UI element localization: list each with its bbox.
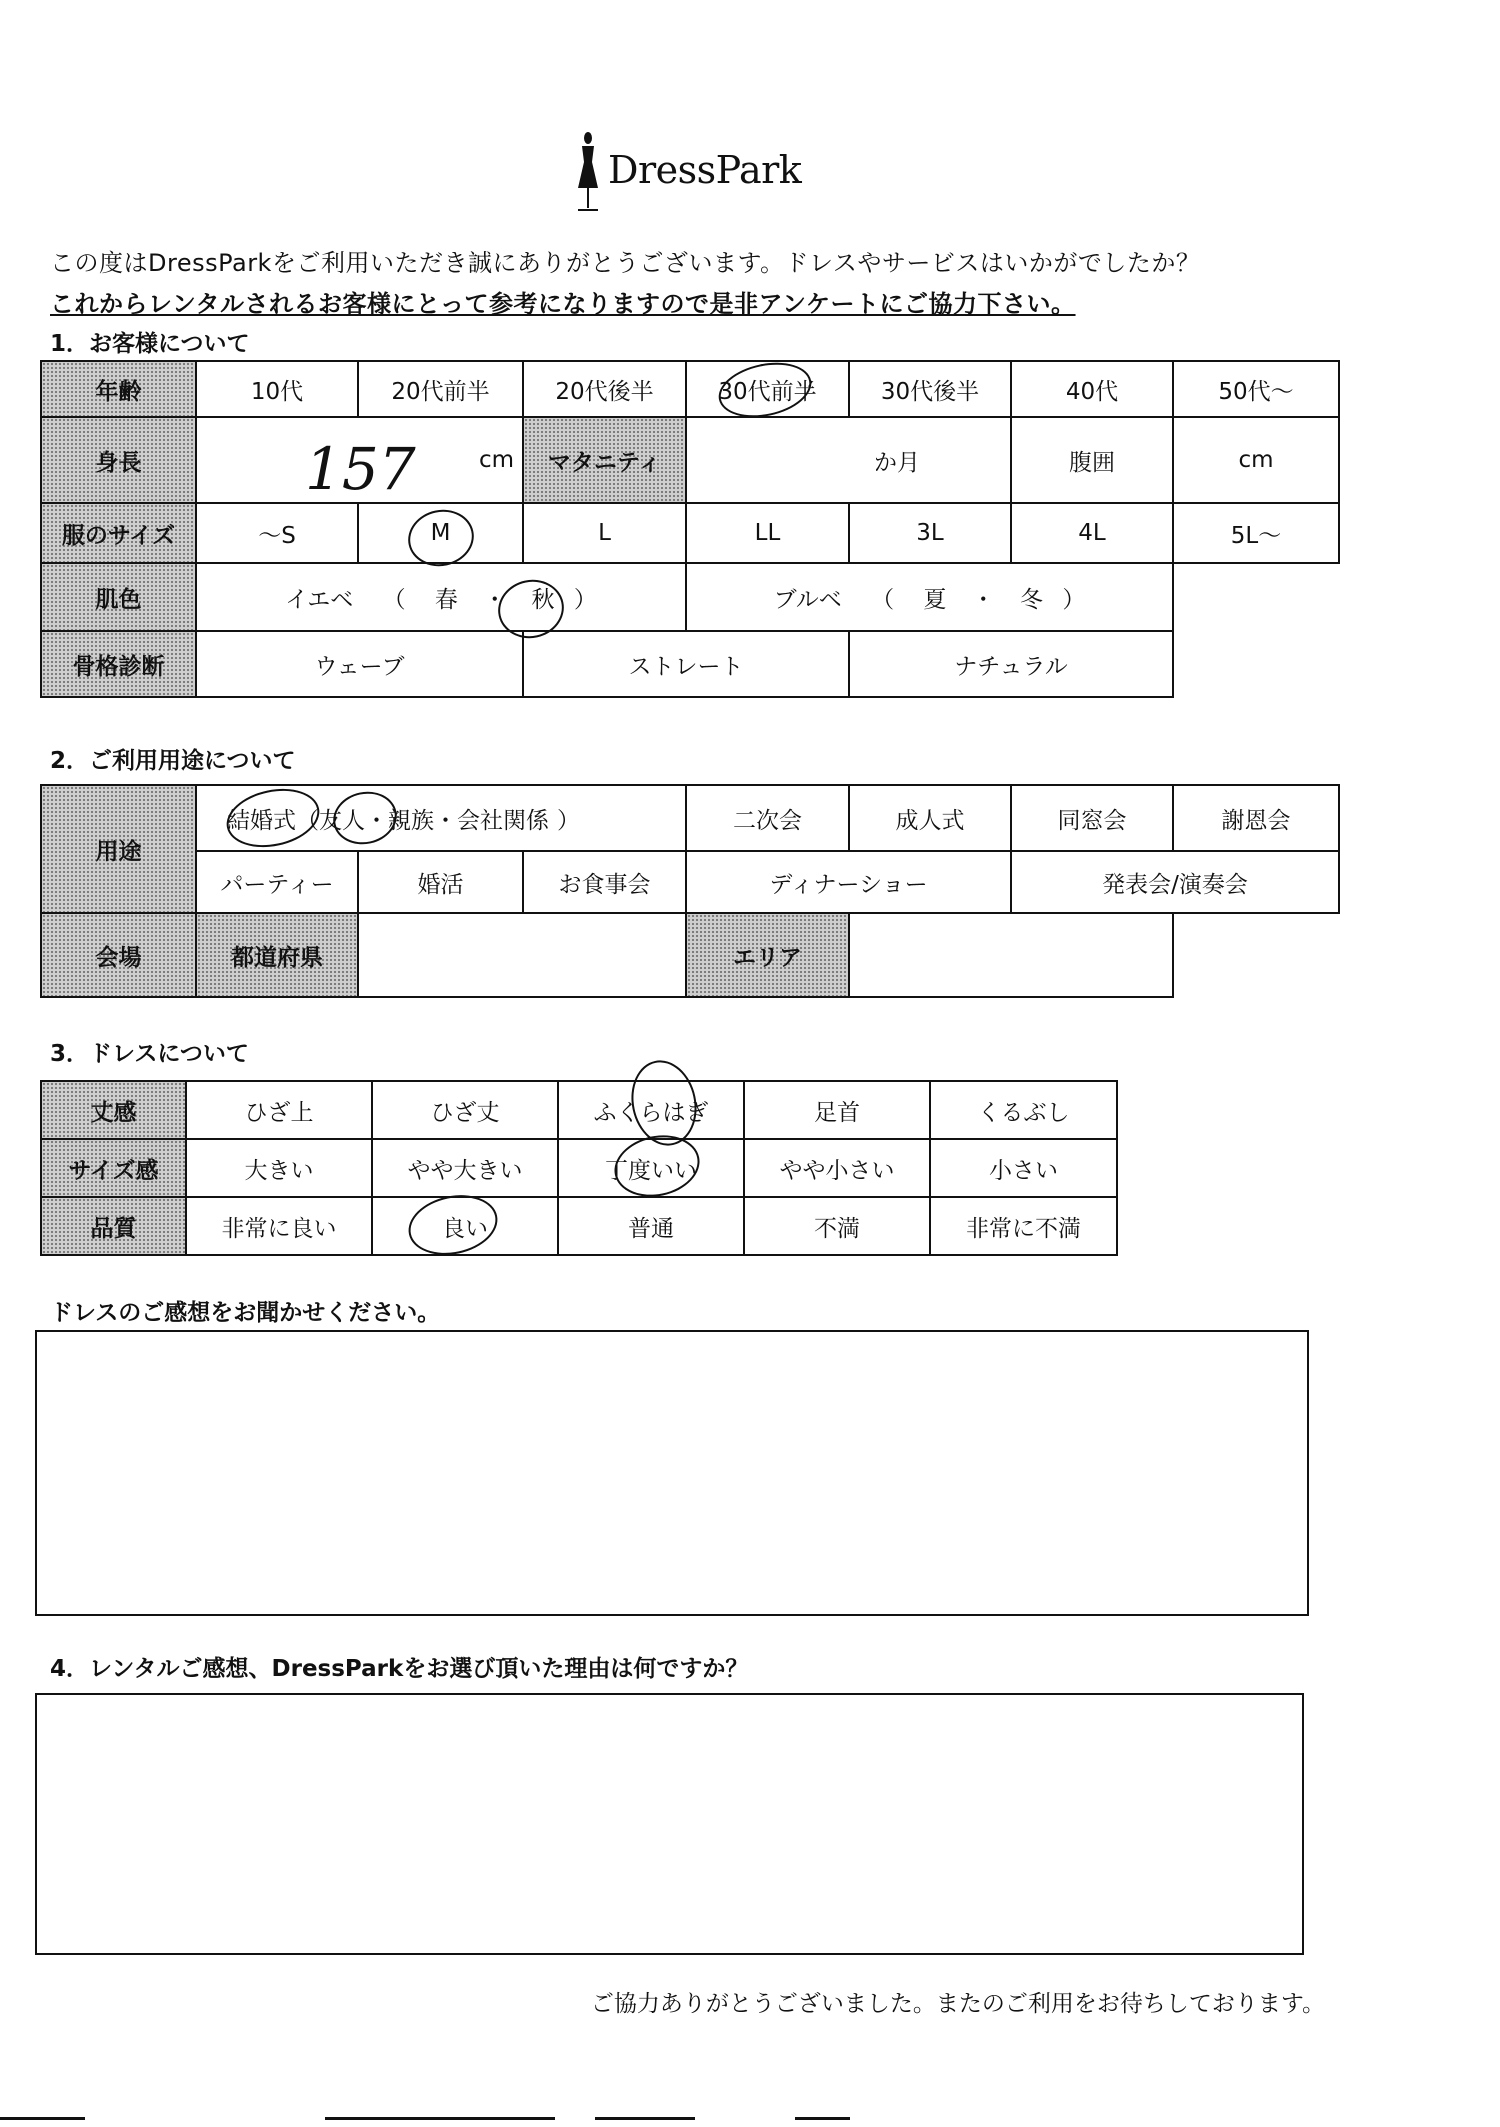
scan-edge-mark bbox=[595, 2117, 695, 2120]
height-unit: cm bbox=[478, 447, 514, 473]
size-option[interactable]: 4L bbox=[1011, 503, 1173, 563]
quality-option[interactable]: 普通 bbox=[558, 1197, 744, 1255]
section-2-title: 2．ご利用用途について bbox=[50, 748, 296, 774]
purpose-option[interactable]: お食事会 bbox=[523, 851, 686, 913]
dress-table bbox=[40, 1080, 1118, 1256]
ie-label: イエベ bbox=[285, 586, 354, 613]
length-option[interactable]: ひざ上 bbox=[186, 1081, 372, 1139]
venue-label: 会場 bbox=[41, 913, 196, 997]
close-paren: ） bbox=[573, 586, 597, 613]
paren-open: （ bbox=[296, 807, 319, 834]
age-label: 年齢 bbox=[41, 361, 196, 417]
length-option[interactable]: ひざ丈 bbox=[372, 1081, 558, 1139]
dress-row bbox=[41, 1139, 1117, 1197]
skin-row bbox=[41, 563, 1339, 631]
ie-spring[interactable]: 春 bbox=[434, 586, 458, 613]
age-option[interactable]: 30代後半 bbox=[849, 361, 1011, 417]
close-paren: ） bbox=[1062, 586, 1086, 613]
size-option[interactable]: 〜S bbox=[196, 503, 358, 563]
age-option[interactable]: 20代後半 bbox=[523, 361, 686, 417]
purpose-row-2 bbox=[41, 851, 1339, 913]
bu-summer[interactable]: 夏 bbox=[923, 586, 947, 613]
dress-row-label: 丈感 bbox=[41, 1081, 186, 1139]
frame-row bbox=[41, 631, 1339, 697]
intro-line-1: この度はDressParkをご利用いただき誠にありがとうございます。ドレスやサービスはいかがでしたか？ bbox=[50, 249, 1201, 277]
dot: ・ bbox=[971, 586, 995, 613]
frame-label: 骨格診断 bbox=[41, 631, 196, 697]
section-4-title: 4．レンタルご感想、DressParkをお選び頂いた理由は何ですか？ bbox=[50, 1656, 749, 1682]
wedding-text[interactable]: 結婚式 bbox=[227, 807, 296, 834]
open-paren: （ bbox=[382, 586, 406, 613]
purpose-option[interactable]: 同窓会 bbox=[1011, 785, 1173, 851]
section-3-title: 3．ドレスについて bbox=[50, 1041, 249, 1067]
size-row bbox=[41, 503, 1339, 563]
height-row bbox=[41, 417, 1339, 503]
size-label: 服のサイズ bbox=[41, 503, 196, 563]
fit-option[interactable]: 丁度いい bbox=[558, 1139, 744, 1197]
waist-field[interactable] bbox=[1173, 417, 1339, 503]
months-unit: か月 bbox=[874, 449, 920, 476]
age-row bbox=[41, 361, 1339, 417]
size-option[interactable]: 3L bbox=[849, 503, 1011, 563]
dress-comment-prompt: ドレスのご感想をお聞かせください。 bbox=[50, 1300, 441, 1326]
age-option[interactable]: 50代〜 bbox=[1173, 361, 1339, 417]
dress-row-label: 品質 bbox=[41, 1197, 186, 1255]
waist-label: 腹囲 bbox=[1011, 417, 1173, 503]
purpose-option[interactable]: 婚活 bbox=[358, 851, 523, 913]
purpose-option[interactable]: ディナーショー bbox=[686, 851, 1011, 913]
scan-edge-mark bbox=[795, 2117, 850, 2120]
dress-form-icon bbox=[568, 128, 608, 220]
skin-label: 肌色 bbox=[41, 563, 196, 631]
fit-option[interactable]: 小さい bbox=[930, 1139, 1117, 1197]
customer-table bbox=[40, 360, 1340, 698]
dress-row-label: サイズ感 bbox=[41, 1139, 186, 1197]
height-handwritten-value: 157 bbox=[305, 435, 416, 503]
venue-row bbox=[41, 913, 1339, 997]
quality-option[interactable]: 非常に不満 bbox=[930, 1197, 1117, 1255]
prefecture-label: 都道府県 bbox=[196, 913, 358, 997]
length-option[interactable]: くるぶし bbox=[930, 1081, 1117, 1139]
dress-comment-box[interactable] bbox=[35, 1330, 1309, 1616]
prefecture-field[interactable] bbox=[358, 913, 686, 997]
scan-edge-mark bbox=[0, 2117, 85, 2120]
age-option[interactable]: 10代 bbox=[196, 361, 358, 417]
dress-row bbox=[41, 1197, 1117, 1255]
relatives-company-text: ・親族・会社関係 bbox=[365, 807, 549, 834]
area-field[interactable] bbox=[849, 913, 1173, 997]
dress-row bbox=[41, 1081, 1117, 1139]
age-option[interactable]: 20代前半 bbox=[358, 361, 523, 417]
bu-label: ブルベ bbox=[773, 586, 842, 613]
fit-option[interactable]: 大きい bbox=[186, 1139, 372, 1197]
blue-base-option[interactable] bbox=[686, 563, 1173, 631]
ie-autumn[interactable]: 秋 bbox=[531, 586, 555, 613]
section-1-title: 1．お客様について bbox=[50, 331, 250, 357]
frame-option[interactable]: ウェーブ bbox=[196, 631, 523, 697]
age-option[interactable]: 40代 bbox=[1011, 361, 1173, 417]
size-option[interactable]: LL bbox=[686, 503, 849, 563]
length-option[interactable]: ふくらはぎ bbox=[558, 1081, 744, 1139]
purpose-option[interactable]: 二次会 bbox=[686, 785, 849, 851]
size-option[interactable]: M bbox=[358, 503, 523, 563]
purpose-option[interactable]: 発表会/演奏会 bbox=[1011, 851, 1339, 913]
area-label: エリア bbox=[686, 913, 849, 997]
friend-text[interactable]: 友人 bbox=[319, 807, 365, 834]
waist-unit: cm bbox=[1238, 447, 1274, 473]
purpose-label: 用途 bbox=[41, 785, 196, 913]
empty-cell bbox=[1173, 631, 1339, 697]
frame-option[interactable]: ナチュラル bbox=[849, 631, 1173, 697]
empty-cell bbox=[1173, 563, 1339, 631]
scan-edge-mark bbox=[325, 2117, 555, 2120]
open-paren: （ bbox=[871, 586, 895, 613]
empty-cell bbox=[1173, 913, 1339, 997]
closing-message: ご協力ありがとうございました。またのご利用をお待ちしております。 bbox=[590, 1991, 1325, 2017]
maternity-label: マタニティ bbox=[523, 417, 686, 503]
height-label: 身長 bbox=[41, 417, 196, 503]
maternity-months-field[interactable] bbox=[686, 417, 1011, 503]
dot: ・ bbox=[483, 586, 507, 613]
age-option[interactable]: 30代前半 bbox=[686, 361, 849, 417]
frame-option[interactable]: ストレート bbox=[523, 631, 849, 697]
purpose-option[interactable]: 謝恩会 bbox=[1173, 785, 1339, 851]
bu-winter[interactable]: 冬 bbox=[1020, 586, 1044, 613]
paren-close: ） bbox=[557, 807, 580, 834]
dresspark-logo bbox=[568, 128, 828, 220]
size-option[interactable]: L bbox=[523, 503, 686, 563]
quality-option[interactable]: 不満 bbox=[744, 1197, 930, 1255]
fit-option[interactable]: やや大きい bbox=[372, 1139, 558, 1197]
fit-option[interactable]: やや小さい bbox=[744, 1139, 930, 1197]
yellow-base-option[interactable] bbox=[196, 563, 686, 631]
purpose-option[interactable]: パーティー bbox=[196, 851, 358, 913]
quality-option[interactable]: 非常に良い bbox=[186, 1197, 372, 1255]
quality-option[interactable]: 良い bbox=[372, 1197, 558, 1255]
intro-line-2: これからレンタルされるお客様にとって参考になりますので是非アンケートにご協力下さい。 bbox=[50, 290, 1076, 318]
rental-comment-box[interactable] bbox=[35, 1693, 1304, 1955]
purpose-option[interactable]: 成人式 bbox=[849, 785, 1011, 851]
brand-name: DressPark bbox=[608, 148, 802, 192]
size-option[interactable]: 5L〜 bbox=[1173, 503, 1339, 563]
length-option[interactable]: 足首 bbox=[744, 1081, 930, 1139]
